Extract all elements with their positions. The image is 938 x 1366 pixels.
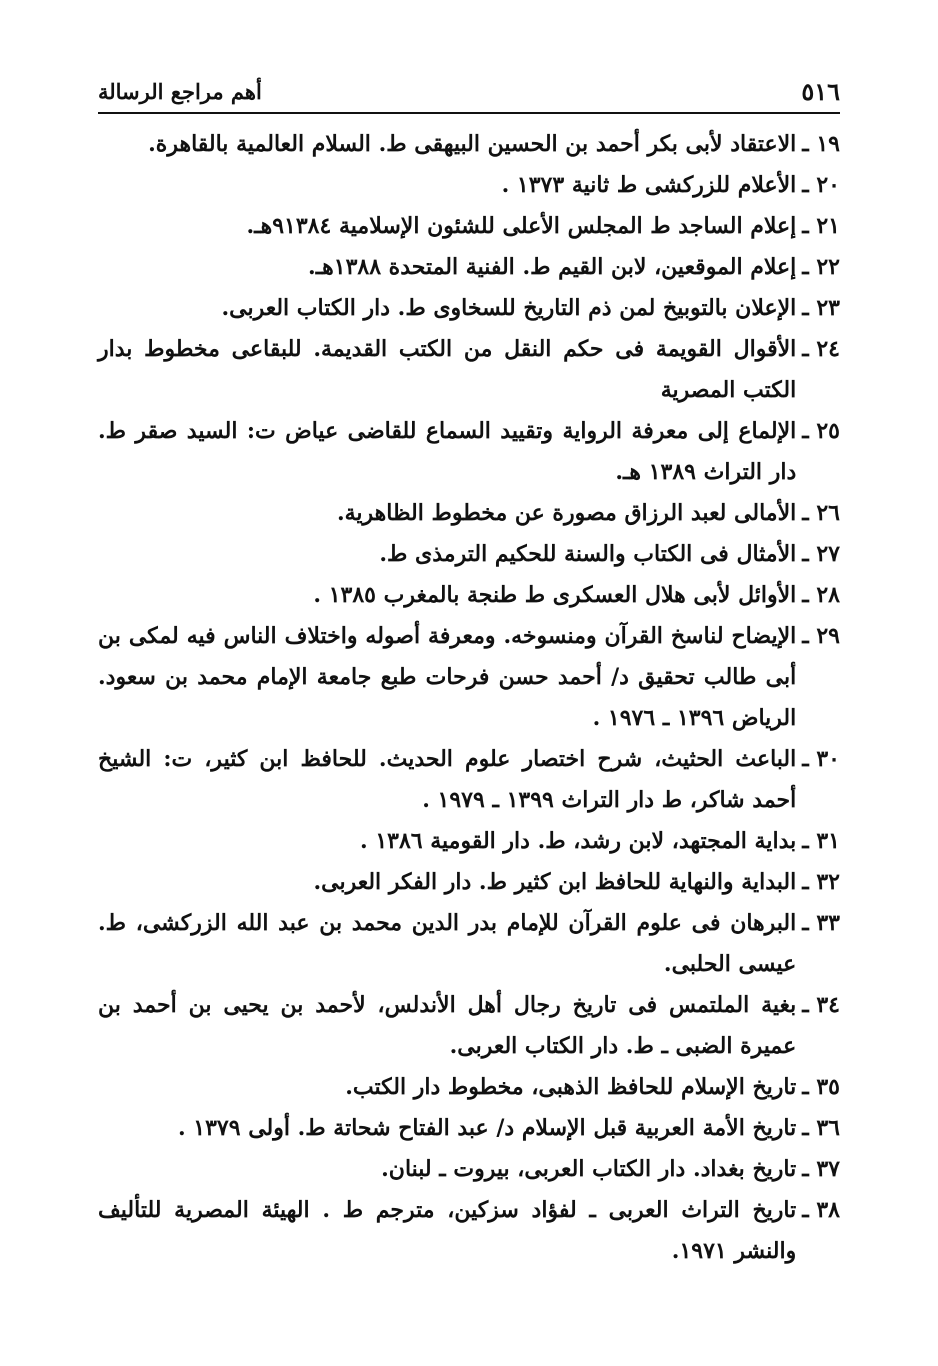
- entry-number: ٣٥ ـ: [802, 1074, 840, 1100]
- entry-number: ٢١ ـ: [802, 213, 840, 239]
- entry-number: ٣٧ ـ: [802, 1156, 840, 1182]
- page-number: ٥١٦: [801, 76, 840, 106]
- entry-number: ٢٠ ـ: [802, 172, 840, 198]
- entry-number: ٢٣ ـ: [802, 295, 840, 321]
- reference-entry: [98, 534, 840, 575]
- entry-text: تاريخ التراث العربى ـ لفؤاد سزكين، مترجم ط . الهيئة المصرية للتأليف والنشر ١٩٧١.: [98, 1197, 797, 1264]
- reference-entry: [98, 329, 840, 411]
- reference-entry: [98, 1190, 840, 1272]
- entry-number: ٣٨ ـ: [802, 1197, 840, 1223]
- reference-entry: [98, 124, 840, 165]
- entry-text: إعلام الموقعين، لابن القيم ط. الفنية المتحدة ١٣٨٨هـ.: [308, 254, 797, 280]
- entry-text: الأمثال فى الكتاب والسنة للحكيم الترمذى ط.: [379, 541, 797, 567]
- entry-number: ٣٦ ـ: [802, 1115, 840, 1141]
- entry-text: الأمالى لعبد الرزاق مصورة عن مخطوط الظاهرية.: [336, 500, 797, 526]
- reference-entry: [98, 903, 840, 985]
- reference-entry: [98, 165, 840, 206]
- reference-entry: [98, 862, 840, 903]
- reference-entry: [98, 1149, 840, 1190]
- entry-text: بغية الملتمس فى تاريخ رجال أهل الأندلس، لأحمد بن يحيى بن أحمد بن عميرة الضبى ـ ط. دار الكتاب العربى.: [98, 992, 797, 1059]
- reference-entry: [98, 288, 840, 329]
- reference-entry: [98, 985, 840, 1067]
- running-title: أهم مراجع الرسالة: [98, 78, 262, 104]
- entry-number: ١٩ ـ: [802, 131, 840, 157]
- entry-text: تاريخ الإسلام للحافظ الذهبى، مخطوط دار الكتب.: [345, 1074, 797, 1100]
- entry-number: ٣٤ ـ: [802, 992, 840, 1018]
- entry-number: ٣٢ ـ: [802, 869, 840, 895]
- page-header: [98, 70, 840, 114]
- entry-text: بداية المجتهد، لابن رشد، ط. دار القومية ١٣٨٦ .: [359, 828, 797, 854]
- reference-entry: [98, 575, 840, 616]
- reference-entry: [98, 493, 840, 534]
- entry-text: الباعث الحثيث، شرح اختصار علوم الحديث. للحافظ ابن كثير، ت: الشيخ أحمد شاكر، ط دار التراث ١٣٩٩ ـ ١٩٧٩ .: [98, 746, 797, 813]
- entry-text: الأعلام للزركشى ط ثانية ١٣٧٣ .: [501, 172, 797, 198]
- entry-number: ٢٤ ـ: [802, 336, 840, 362]
- entry-number: ٢٨ ـ: [802, 582, 840, 608]
- entry-number: ٣٠ ـ: [802, 746, 840, 772]
- reference-entry: [98, 616, 840, 739]
- entry-text: البداية والنهاية للحافظ ابن كثير ط. دار الفكر العربى.: [313, 869, 797, 895]
- entry-number: ٣٣ ـ: [802, 910, 840, 936]
- entry-text: الإعلان بالتوبيخ لمن ذم التاريخ للسخاوى ط. دار الكتاب العربى.: [221, 295, 797, 321]
- entry-number: ٢٥ ـ: [802, 418, 840, 444]
- entry-text: الاعتقاد لأبى بكر أحمد بن الحسين البيهقى ط. السلام العالمية بالقاهرة.: [148, 131, 797, 157]
- reference-entry: [98, 247, 840, 288]
- entry-text: الأقوال القويمة فى حكم النقل من الكتب القديمة. للبقاعى مخطوط بدار الكتب المصرية: [98, 336, 797, 403]
- entry-text: تاريخ بغداد. دار الكتاب العربى، بيروت ـ لبنان.: [381, 1156, 797, 1182]
- entry-number: ٢٦ ـ: [802, 500, 840, 526]
- entry-text: الإيضاح لناسخ القرآن ومنسوخه. ومعرفة أصوله واختلاف الناس فيه لمكى بن أبى طالب تحقيق د/ أحمد حسن فرحات طبع جامعة الإمام محمد بن سعود. الرياض ١٣٩٦ ـ ١٩٧٦ .: [98, 623, 797, 731]
- entry-text: إعلام الساجد ط المجلس الأعلى للشئون الإسلامية ٩١٣٨٤هـ.: [246, 213, 797, 239]
- entry-text: تاريخ الأمة العربية قبل الإسلام د/ عبد الفتاح شحاتة ط. أولى ١٣٧٩ .: [177, 1115, 797, 1141]
- entry-number: ٢٢ ـ: [802, 254, 840, 280]
- reference-entry: [98, 206, 840, 247]
- entry-number: ٢٩ ـ: [802, 623, 840, 649]
- entry-number: ٣١ ـ: [802, 828, 840, 854]
- entry-text: البرهان فى علوم القرآن للإمام بدر الدين محمد بن عبد الله الزركشى، ط. عيسى الحلبى.: [98, 910, 797, 977]
- entry-text: الإلماع إلى معرفة الرواية وتقييد السماع للقاضى عياض ت: السيد صقر ط. دار التراث ١٣٨٩ هـ.: [98, 418, 797, 485]
- reference-list: [98, 124, 840, 1272]
- reference-entry: [98, 411, 840, 493]
- reference-entry: [98, 1067, 840, 1108]
- reference-entry: [98, 739, 840, 821]
- entry-number: ٢٧ ـ: [802, 541, 840, 567]
- reference-entry: [98, 821, 840, 862]
- reference-entry: [98, 1108, 840, 1149]
- entry-text: الأوائل لأبى هلال العسكرى ط طنجة بالمغرب ١٣٨٥ .: [313, 582, 797, 608]
